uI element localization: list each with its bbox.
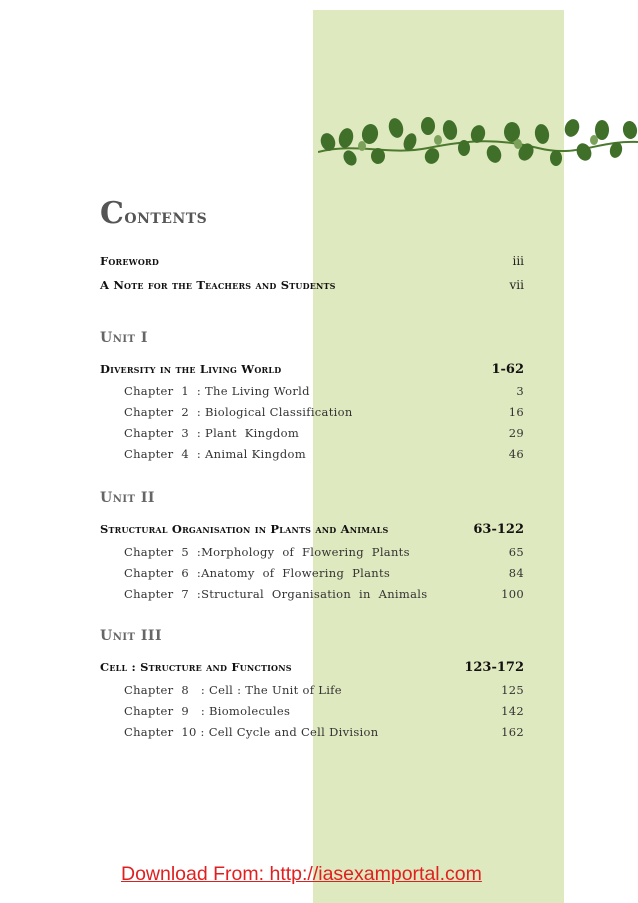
front-matter-label: Foreword: [100, 254, 160, 268]
chapter-entry[interactable]: [124, 587, 524, 601]
front-matter-label: A Note for the Teachers and Students: [100, 278, 336, 292]
unit-title-row[interactable]: [100, 660, 524, 675]
unit-pages: 1-62: [491, 362, 524, 377]
chapter-page: 29: [508, 426, 524, 440]
chapter-number: Chapter 5 :: [124, 545, 202, 559]
chapter-entry[interactable]: [124, 704, 524, 718]
unit-title: Diversity in the Living World: [100, 362, 282, 376]
chapter-number: Chapter 6 :: [124, 566, 202, 580]
unit-title: Structural Organisation in Plants and Animals: [100, 522, 389, 536]
chapter-page: 84: [508, 566, 524, 580]
chapter-page: 100: [501, 587, 524, 601]
vine-leaves-icon: [318, 112, 638, 176]
unit-heading: Unit II: [100, 490, 155, 506]
download-link[interactable]: Download From: http://iasexamportal.com: [121, 863, 482, 885]
front-matter-page: iii: [512, 254, 524, 268]
unit-pages: 123-172: [464, 660, 524, 675]
chapter-page: 46: [508, 447, 524, 461]
unit-title-row[interactable]: [100, 362, 524, 377]
chapter-entry[interactable]: [124, 725, 524, 739]
chapter-page: 16: [508, 405, 524, 419]
chapter-page: 3: [516, 384, 524, 398]
chapter-number: Chapter 2 :: [124, 405, 206, 419]
chapter-entry[interactable]: [124, 545, 524, 559]
chapter-title: Structural Organisation in Animals: [201, 587, 428, 601]
chapter-title: Plant Kingdom: [205, 426, 300, 440]
chapter-number: Chapter 7 :: [124, 587, 202, 601]
chapter-title: Cell Cycle and Cell Division: [208, 725, 379, 739]
chapter-number: Chapter 3 :: [124, 426, 206, 440]
chapter-number: Chapter 9 :: [124, 704, 209, 718]
front-matter-note[interactable]: [100, 278, 524, 292]
contents-title: Contents: [100, 196, 208, 231]
unit-pages: 63-122: [473, 522, 524, 537]
chapter-number: Chapter 10 :: [124, 725, 209, 739]
chapter-title: Cell : The Unit of Life: [208, 683, 342, 697]
chapter-page: 162: [501, 725, 524, 739]
chapter-entry[interactable]: [124, 683, 524, 697]
chapter-number: Chapter 8 :: [124, 683, 209, 697]
chapter-page: 142: [501, 704, 524, 718]
chapter-title: Biomolecules: [208, 704, 291, 718]
unit-title: Cell : Structure and Functions: [100, 660, 292, 674]
chapter-number: Chapter 1 :: [124, 384, 206, 398]
chapter-entry[interactable]: [124, 426, 524, 440]
chapter-number: Chapter 4 :: [124, 447, 206, 461]
chapter-entry[interactable]: [124, 566, 524, 580]
chapter-entry[interactable]: [124, 447, 524, 461]
chapter-title: Morphology of Flowering Plants: [201, 545, 410, 559]
unit-title-row[interactable]: [100, 522, 524, 537]
chapter-title: The Living World: [205, 384, 310, 398]
chapter-title: Biological Classification: [205, 405, 353, 419]
chapter-entry[interactable]: [124, 405, 524, 419]
chapter-page: 65: [508, 545, 524, 559]
chapter-entry[interactable]: [124, 384, 524, 398]
front-matter-foreword[interactable]: [100, 254, 524, 268]
chapter-title: Anatomy of Flowering Plants: [201, 566, 391, 580]
front-matter-page: vii: [509, 278, 524, 292]
chapter-page: 125: [501, 683, 524, 697]
unit-heading: Unit I: [100, 330, 148, 346]
chapter-title: Animal Kingdom: [205, 447, 306, 461]
unit-heading: Unit III: [100, 628, 162, 644]
